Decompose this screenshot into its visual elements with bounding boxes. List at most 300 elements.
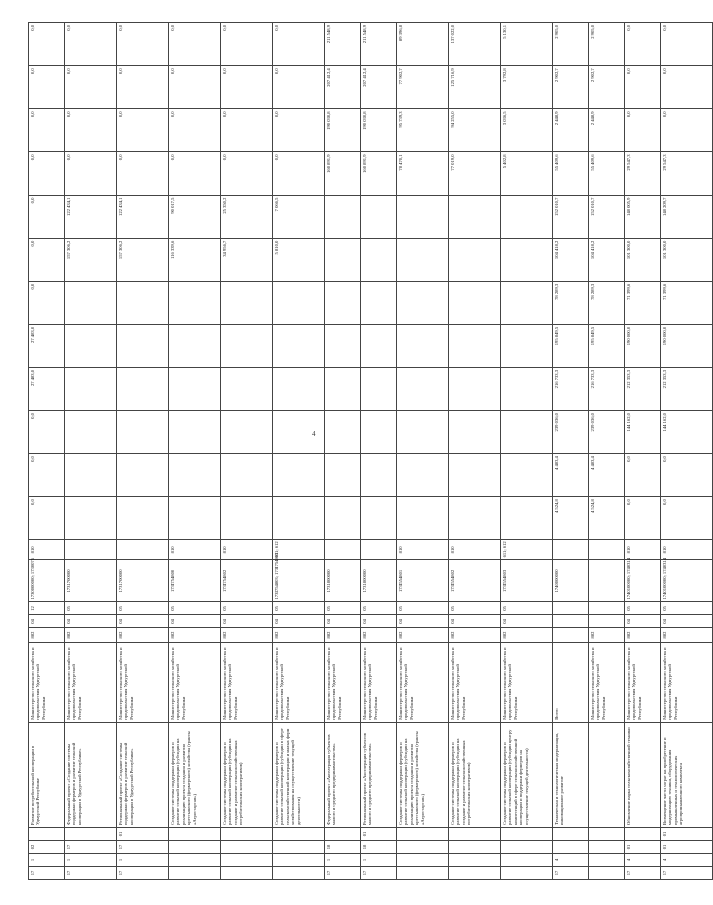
amount-cell: 239 036,0 [589,411,625,454]
amount-cell: 71 399,6 [625,281,661,324]
grbs-cell: 882 [449,628,501,642]
table-row [29,23,65,880]
amount-cell: 2 905,0 [589,23,625,66]
m-code-cell [501,827,553,840]
m-code-cell [65,827,117,840]
cs-cell: 1731800000 [361,560,397,602]
amount-cell: 2 448,9 [553,109,589,152]
amount-cell [361,238,397,281]
pp-code-cell: 4 [625,853,661,866]
name-cell: Создание системы поддержки фермеров и развитие сельской кооперации (субсидии на реализацию проекта создания и развития крестьянского (фермерского) хозяйства (гранты «Агростартап») [397,722,449,827]
amount-cell: 211 548,9 [361,23,397,66]
budget-table [28,22,713,880]
cs-cell: 1731700000 [117,560,169,602]
rz-cell: 04 [29,615,65,628]
amount-cell: 160 891,9 [361,152,397,195]
amount-cell: 0,0 [65,109,117,152]
amount-cell [221,367,273,410]
pp-code-cell [501,853,553,866]
amount-cell: 122 434,1 [65,195,117,238]
amount-cell [325,411,361,454]
table-row [553,23,589,880]
amount-cell: 2 448,9 [589,109,625,152]
vr-cell [117,540,169,560]
pr-cell: 05 [325,602,361,615]
amount-cell [361,281,397,324]
pr-cell: 05 [501,602,553,615]
amount-cell [501,195,553,238]
amount-cell: 0,0 [117,152,169,195]
name-cell: Федеральный проект «Акселерация субъектов малого и среднего предпринимательства» [325,722,361,827]
amount-cell: 78 289,3 [553,281,589,324]
table-row [273,23,325,880]
grbs-cell: 882 [29,628,65,642]
vr-cell [325,540,361,560]
amount-cell: 211 548,9 [325,23,361,66]
rz-cell: 04 [661,615,713,628]
amount-cell: 94 255,0 [449,109,501,152]
cs-cell [589,560,625,602]
amount-cell: 71 399,6 [661,281,713,324]
amount-cell: 0,0 [273,152,325,195]
amount-cell: 0,0 [273,109,325,152]
amount-cell: 152 010,7 [589,195,625,238]
om-code-cell [221,840,273,853]
budget-table-sheet [28,22,684,880]
gp-code-cell [449,866,501,879]
amount-cell [65,411,117,454]
amount-cell [221,497,273,540]
amount-cell [501,324,553,367]
amount-cell [501,497,553,540]
om-code-cell: 17 [65,840,117,853]
amount-cell: 239 036,0 [553,411,589,454]
table-row [117,23,169,880]
amount-cell: 148 209,7 [661,195,713,238]
vr-cell: 810 [625,540,661,560]
grbs-cell: 882 [589,628,625,642]
table-row [625,23,661,880]
amount-cell: 55 409,6 [589,152,625,195]
amount-cell [397,454,449,497]
amount-cell: 90 017,5 [169,195,221,238]
amount-cell [449,454,501,497]
amount-cell: 4 524,8 [553,497,589,540]
m-code-cell: 01 [361,827,397,840]
executor-cell: Министерство сельского хозяйства и продовольствия Удмуртской Республики [661,642,713,722]
pp-code-cell [397,853,449,866]
page-number: 4 [312,430,316,438]
amount-cell [449,324,501,367]
amount-cell [325,281,361,324]
vr-cell: 810 [221,540,273,560]
pr-cell: 05 [117,602,169,615]
amount-cell [169,454,221,497]
amount-cell: 0,0 [625,66,661,109]
om-code-cell: 18 [325,840,361,853]
amount-cell: 216 733,3 [589,367,625,410]
amount-cell [361,324,397,367]
gp-code-cell [501,866,553,879]
amount-cell [397,324,449,367]
grbs-cell: 882 [221,628,273,642]
executor-cell: Министерство сельского хозяйства и продовольствия Удмуртской Республики [117,642,169,722]
executor-cell: Министерство сельского хозяйства и продовольствия Удмуртской Республики [625,642,661,722]
amount-cell: 144 162,0 [625,411,661,454]
amount-cell [325,497,361,540]
om-code-cell: 18 [361,840,397,853]
pr-cell: 05 [361,602,397,615]
table-row [449,23,501,880]
amount-cell [361,454,397,497]
grbs-cell: 882 [661,628,713,642]
name-cell: Техническая и технологическая модернизация, инновационное развитие [553,722,589,827]
amount-cell: 0,0 [117,23,169,66]
amount-cell: 207 412,4 [325,66,361,109]
amount-cell [221,411,273,454]
grbs-cell: 882 [169,628,221,642]
amount-cell: 2 905,0 [553,23,589,66]
gp-code-cell: 17 [325,866,361,879]
name-cell: Региональный проект «Создание системы поддержки фермеров и развитие сельской кооперации в Удмуртской Республике» [117,722,169,827]
amount-cell: 157 306,2 [65,238,117,281]
name-cell: Создание системы поддержки фермеров и развитие сельской кооперации (субсидии центру компетенций в сфере сельскохозяйственной кооперации и поддержки фермеров на осуществление текущей деятельности) [501,722,553,827]
amount-cell [449,367,501,410]
rz-cell: 04 [169,615,221,628]
pp-code-cell: 1 [325,853,361,866]
m-code-cell: 01 [117,827,169,840]
om-code-cell [169,840,221,853]
amount-cell [169,367,221,410]
amount-cell: 137 022,0 [449,23,501,66]
amount-cell [397,367,449,410]
pr-cell: 05 [449,602,501,615]
grbs-cell: 882 [325,628,361,642]
amount-cell [169,411,221,454]
amount-cell [65,497,117,540]
amount-cell: 0,0 [29,281,65,324]
gp-code-cell [397,866,449,879]
vr-cell: 810 [169,540,221,560]
grbs-cell: 882 [273,628,325,642]
vr-cell [361,540,397,560]
amount-cell: 0,0 [273,66,325,109]
amount-cell: 207 412,4 [361,66,397,109]
executor-cell: Министерство сельского хозяйства и продовольствия Удмуртской Республики [501,642,553,722]
amount-cell: 0,0 [29,66,65,109]
amount-cell: 152 010,7 [553,195,589,238]
amount-cell: 4 524,8 [589,497,625,540]
grbs-cell: 882 [397,628,449,642]
amount-cell: 0,0 [221,152,273,195]
amount-cell [221,454,273,497]
amount-cell [117,411,169,454]
om-code-cell [553,840,589,853]
amount-cell: 0,0 [169,66,221,109]
name-cell: Развитие потребительской кооперации в Удмуртской Республике [29,722,65,827]
amount-cell: 0,0 [29,23,65,66]
amount-cell: 0,0 [169,109,221,152]
amount-cell [65,281,117,324]
cs-cell: 173I754802 [221,560,273,602]
budget-table-body [29,23,713,880]
pp-code-cell: 1 [361,853,397,866]
m-code-cell [325,827,361,840]
gp-code-cell: 17 [65,866,117,879]
amount-cell: 2 902,7 [553,66,589,109]
amount-cell: 0,0 [29,238,65,281]
table-row [361,23,397,880]
amount-cell [501,367,553,410]
rz-cell: 04 [117,615,169,628]
table-row [397,23,449,880]
om-code-cell: 01 [625,840,661,853]
amount-cell [273,367,325,410]
amount-cell [449,281,501,324]
table-row [221,23,273,880]
amount-cell: 77 019,0 [449,152,501,195]
amount-cell: 0,0 [29,195,65,238]
m-code-cell [589,827,625,840]
amount-cell: 0,0 [221,66,273,109]
table-row [325,23,361,880]
executor-cell: Всего [553,642,589,722]
amount-cell: 27 483,0 [29,324,65,367]
gp-code-cell: 17 [661,866,713,879]
amount-cell: 5 130,1 [501,23,553,66]
cs-cell: 173I754800 [169,560,221,602]
executor-cell: Министерство сельского хозяйства и продовольствия Удмуртской Республики [589,642,625,722]
amount-cell [397,411,449,454]
amount-cell [397,281,449,324]
table-row [169,23,221,880]
pp-code-cell [221,853,273,866]
amount-cell: 148 005,9 [625,195,661,238]
amount-cell: 101 300,0 [661,238,713,281]
pr-cell: 05 [397,602,449,615]
pp-code-cell [169,853,221,866]
amount-cell: 101 300,0 [625,238,661,281]
amount-cell [361,411,397,454]
name-cell: Федеральный проект «Создание системы поддержки фермеров и развитие сельской кооперации в Удмуртской Республике» [65,722,117,827]
pr-cell: 05 [273,602,325,615]
amount-cell: 0,0 [29,152,65,195]
om-code-cell [449,840,501,853]
amount-cell: 0,0 [169,23,221,66]
amount-cell [117,454,169,497]
amount-cell: 144 162,0 [661,411,713,454]
amount-cell: 0,0 [625,109,661,152]
amount-cell: 0,0 [661,497,713,540]
amount-cell [169,497,221,540]
amount-cell: 212 353,3 [625,367,661,410]
amount-cell [449,195,501,238]
m-code-cell: 01 [661,827,713,840]
amount-cell [65,454,117,497]
m-code-cell [273,827,325,840]
amount-cell: 0,0 [65,66,117,109]
amount-cell: 0,0 [661,66,713,109]
amount-cell: 29 547,3 [625,152,661,195]
amount-cell [449,238,501,281]
amount-cell: 125 716,9 [449,66,501,109]
amount-cell: 78 289,3 [589,281,625,324]
vr-cell [553,540,589,560]
pr-cell: 05 [169,602,221,615]
amount-cell: 0,0 [221,109,273,152]
amount-cell [273,411,325,454]
cs-cell: 1740100000; 1740314 [661,560,713,602]
amount-cell: 190 030,8 [325,109,361,152]
amount-cell [169,324,221,367]
amount-cell: 0,0 [117,109,169,152]
pp-code-cell: 1 [65,853,117,866]
amount-cell: 0,0 [117,66,169,109]
amount-cell: 0,0 [29,454,65,497]
gp-code-cell: 17 [361,866,397,879]
rz-cell: 04 [65,615,117,628]
pr-cell: 05 [625,602,661,615]
gp-code-cell: 17 [625,866,661,879]
pr-cell [589,602,625,615]
amount-cell: 0,0 [29,497,65,540]
amount-cell [325,367,361,410]
amount-cell [361,497,397,540]
amount-cell: 190 000,0 [661,324,713,367]
executor-cell: Министерство сельского хозяйства и продовольствия Удмуртской Республики [397,642,449,722]
name-cell: Создание системы поддержки фермеров и развитие сельской кооперации (субсидии на создание и развитие сельскохозяйственных потребительских кооперативов) [221,722,273,827]
amount-cell: 3 792,8 [501,66,553,109]
vr-cell: 611; 612 [273,540,325,560]
name-cell: Возмещение части затрат на приобретение и модернизацию техники, оборудования промышленных и технологических агропромышленного комплекса [661,722,713,827]
pp-code-cell [589,853,625,866]
name-cell: Создание системы поддержки фермеров и развитие сельской кооперации (субсидии на реализацию проекта создания и развития крестьянского (фермерского) хозяйства (гранты «Агростартап») [169,722,221,827]
vr-cell [589,540,625,560]
amount-cell [273,324,325,367]
amount-cell [325,454,361,497]
amount-cell: 0,0 [65,152,117,195]
amount-cell [117,367,169,410]
amount-cell [221,324,273,367]
amount-cell [325,324,361,367]
executor-cell: Министерство сельского хозяйства и продовольствия Удмуртской Республики [221,642,273,722]
amount-cell: 95 739,3 [397,109,449,152]
amount-cell: 0,0 [625,454,661,497]
amount-cell: 0,0 [221,23,273,66]
grbs-cell: 882 [361,628,397,642]
executor-cell: Министерство сельского хозяйства и продовольствия Удмуртской Республики [325,642,361,722]
cs-cell: 1731800000 [325,560,361,602]
name-cell: Обновление парка сельскохозяйственной техники [625,722,661,827]
pp-code-cell [273,853,325,866]
amount-cell: 0,0 [169,152,221,195]
cs-cell: 1731700000 [65,560,117,602]
grbs-cell [553,628,589,642]
cs-cell: 1740100000; 1740314 [625,560,661,602]
om-code-cell [501,840,553,853]
om-code-cell: 01 [661,840,713,853]
amount-cell [117,497,169,540]
grbs-cell: 882 [625,628,661,642]
amount-cell: 195 849,5 [553,324,589,367]
amount-cell: 104 418,2 [553,238,589,281]
amount-cell: 4 483,4 [553,454,589,497]
table-row [65,23,117,880]
amount-cell: 25 350,2 [221,195,273,238]
amount-cell: 0,0 [29,109,65,152]
pp-code-cell [449,853,501,866]
amount-cell [221,281,273,324]
amount-cell: 78 470,1 [397,152,449,195]
amount-cell [397,497,449,540]
amount-cell: 34 956,7 [221,238,273,281]
amount-cell: 5 810,0 [273,238,325,281]
amount-cell: 0,0 [625,497,661,540]
amount-cell: 190 030,8 [361,109,397,152]
cs-cell: 173I554802 [449,560,501,602]
amount-cell [65,367,117,410]
grbs-cell: 882 [117,628,169,642]
amount-cell [361,195,397,238]
rz-cell: 04 [397,615,449,628]
vr-cell: 611; 612 [501,540,553,560]
table-row [501,23,553,880]
grbs-cell: 882 [65,628,117,642]
amount-cell: 55 409,6 [553,152,589,195]
executor-cell: Министерство сельского хозяйства и продовольствия Удмуртской Республики [65,642,117,722]
amount-cell: 216 733,3 [553,367,589,410]
pr-cell: 05 [221,602,273,615]
vr-cell: 810 [397,540,449,560]
executor-cell: Министерство сельского хозяйства и продовольствия Удмуртской Республики [169,642,221,722]
name-cell: Создание системы поддержки фермеров и развитие сельской кооперации (субсидии на создание и развитие сельскохозяйственных потребительских кооперативов) [449,722,501,827]
amount-cell [501,281,553,324]
amount-cell: 160 891,9 [325,152,361,195]
grbs-cell: 882 [501,628,553,642]
amount-cell: 0,0 [29,411,65,454]
amount-cell: 0,0 [661,23,713,66]
rz-cell [589,615,625,628]
om-code-cell: 02 [29,840,65,853]
amount-cell [501,454,553,497]
gp-code-cell [589,866,625,879]
rz-cell: 04 [501,615,553,628]
amount-cell [273,497,325,540]
cs-cell: 1730000000; 1730075 [29,560,65,602]
pp-code-cell: 1 [29,853,65,866]
amount-cell [273,281,325,324]
amount-cell: 116 339,6 [169,238,221,281]
amount-cell [397,195,449,238]
amount-cell: 0,0 [273,23,325,66]
vr-cell: 810 [449,540,501,560]
amount-cell: 212 353,3 [661,367,713,410]
rz-cell [553,615,589,628]
rz-cell: 04 [361,615,397,628]
vr-cell [65,540,117,560]
gp-code-cell: 17 [117,866,169,879]
gp-code-cell: 17 [553,866,589,879]
amount-cell: 122 434,1 [117,195,169,238]
amount-cell [273,454,325,497]
executor-cell: Министерство сельского хозяйства и продовольствия Удмуртской Республики [273,642,325,722]
m-code-cell [397,827,449,840]
rz-cell: 04 [325,615,361,628]
amount-cell: 29 547,3 [661,152,713,195]
amount-cell: 0,0 [625,23,661,66]
amount-cell [361,367,397,410]
vr-cell: 810 [661,540,713,560]
